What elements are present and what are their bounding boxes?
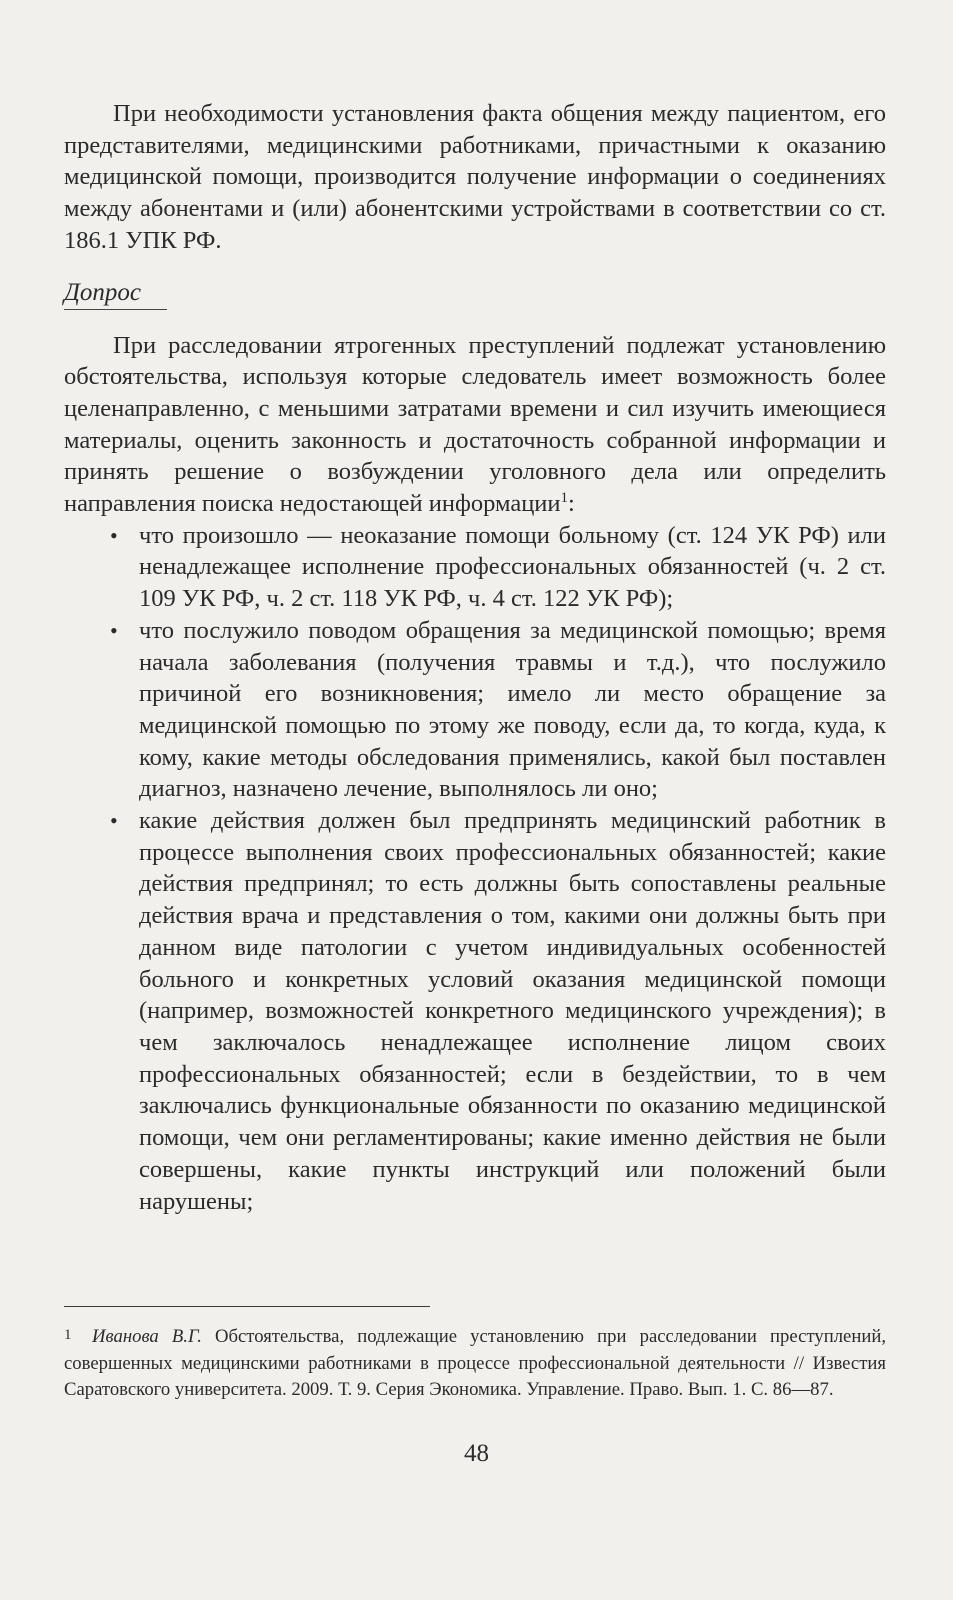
paragraph-communication-data: При необходимости установления факта общения между пациентом, его представителями, медицинскими работниками, причастными к оказанию медицинской помощи, производится получение информации о соединениях между абонентами и (или) абонентскими устройствами в соответствии со ст. 186.1 УПК РФ.: [64, 100, 886, 254]
page-number: 48: [464, 1440, 489, 1467]
list-item-text: какие действия должен был предпринять медицинский работник в процессе выполнения своих профессиональных обязанностей; какие действия предпринял; то есть должны быть сопоставлены реальные действия врача и представления о том, какими они должны быть при данном виде патологии с учетом индивидуальных особенностей больного и конкретных условий оказания медицинской помощи (например, возможностей конкретного медицинского учреждения); в чем заключалось ненадлежащее исполнение лицом своих профессиональных обязанностей; если в бездействии, то в чем заключались функциональные обязанности по оказанию медицинской помощи, чем они регламентированы; какие именно действия не были совершены, какие пункты инструкций или положений были нарушены;: [139, 807, 886, 1215]
list-item: [64, 805, 886, 1217]
footnote-text: Обстоятельства, подлежащие установлению при расследовании преступлений, совершенных медицинскими работниками в процессе профессиональной деятельности // Известия Саратовского университета. 2009. Т. 9. Серия Экономика. Управление. Право. Вып. 1. С. 86—87.: [64, 1326, 887, 1400]
bullet-icon: •: [110, 617, 118, 643]
list-item-text: что послужило поводом обращения за медицинской помощью; время начала заболевания (получения травмы и т.д.), что послужило причиной его возникновения; имело ли место обращение за медицинской помощью по этому же поводу, если да, то когда, куда, к кому, какие методы обследования применялись, какой был поставлен диагноз, назначено лечение, выполнялось ли оно;: [139, 616, 886, 803]
footnote-author: Иванова В.Г.: [92, 1326, 202, 1347]
bullet-icon: •: [110, 808, 118, 834]
section-heading-interrogation: Допрос: [64, 279, 167, 310]
list-item: [64, 615, 886, 805]
circumstances-list: [64, 520, 886, 1217]
list-item-text: что произошло — неоказание помощи больному (ст. 124 УК РФ) или ненадлежащее исполнение профессиональных обязанностей (ч. 2 ст. 109 УК РФ, ч. 2 ст. 118 УК РФ, ч. 4 ст. 122 УК РФ);: [139, 521, 886, 613]
footnote-separator: [64, 1306, 430, 1307]
paragraph-circumstances: [64, 330, 886, 520]
footnote: [64, 1322, 886, 1404]
paragraph-circumstances-colon: :: [568, 490, 575, 518]
bullet-icon: •: [110, 522, 118, 548]
footnote-mark: 1: [64, 1327, 72, 1343]
footnote-reference: 1: [560, 489, 569, 506]
paragraph-circumstances-text: При расследовании ятрогенных преступлений подлежат установлению обстоятельства, используя которые следователь имеет возможность более целенаправленно, с меньшими затратами времени и сил изучить имеющиеся материалы, оценить законность и достаточность собранной информации и принять решение о возбуждении уголовного дела или определить направления поиска недостающей информации: [64, 331, 886, 518]
page-body: [64, 98, 886, 1217]
list-item: [64, 520, 886, 615]
